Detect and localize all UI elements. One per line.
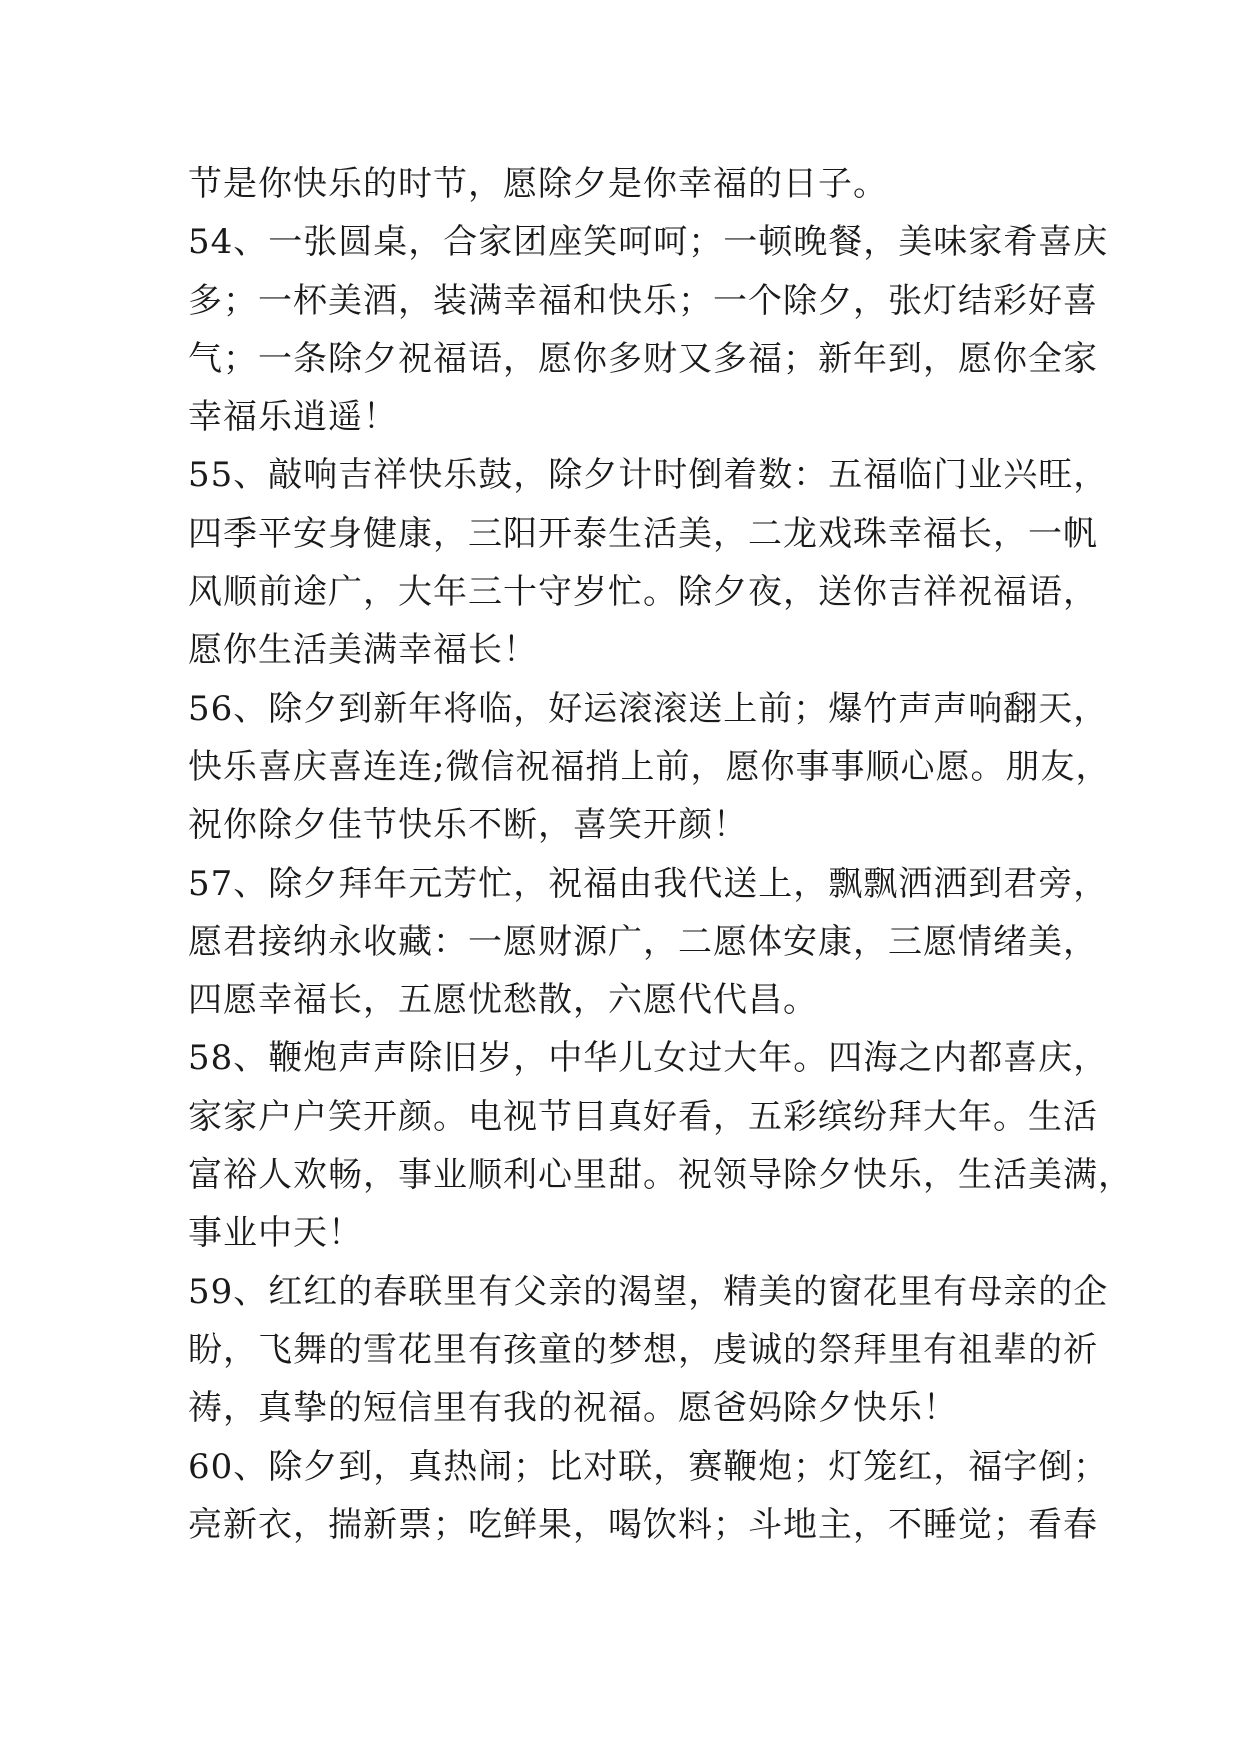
text-line: 祝你除夕佳节快乐不断，喜笑开颜！: [188, 805, 748, 846]
text-line: 59、红红的春联里有父亲的渴望，精美的窗花里有母亲的企: [188, 1271, 1109, 1312]
text-line: 55、敲响吉祥快乐鼓，除夕计时倒着数：五福临门业兴旺，: [188, 455, 1109, 496]
text-line: 亮新衣，揣新票；吃鲜果，喝饮料；斗地主，不睡觉；看春: [188, 1504, 1098, 1545]
text-line: 四愿幸福长，五愿忧愁散，六愿代代昌。: [188, 980, 818, 1021]
text-line: 56、除夕到新年将临，好运滚滚送上前；爆竹声声响翻天，: [188, 688, 1109, 729]
text-line: 愿君接纳永收藏：一愿财源广，二愿体安康，三愿情绪美，: [188, 921, 1098, 962]
text-line: 富裕人欢畅，事业顺利心里甜。祝领导除夕快乐，生活美满，: [188, 1155, 1133, 1196]
text-line: 节是你快乐的时节，愿除夕是你幸福的日子。: [188, 164, 888, 204]
text-line: 54、一张圆桌，合家团座笑呵呵；一顿晚餐，美味家肴喜庆: [188, 222, 1109, 263]
text-line: 57、除夕拜年元芳忙，祝福由我代送上，飘飘洒洒到君旁，: [188, 863, 1109, 904]
text-line: 58、鞭炮声声除旧岁，中华儿女过大年。四海之内都喜庆，: [188, 1038, 1109, 1079]
text-line: 盼，飞舞的雪花里有孩童的梦想，虔诚的祭拜里有祖辈的祈: [188, 1329, 1098, 1370]
text-line: 事业中天！: [188, 1213, 363, 1254]
text-line: 祷，真挚的短信里有我的祝福。愿爸妈除夕快乐！: [188, 1388, 958, 1429]
text-line: 四季平安身健康，三阳开泰生活美，二龙戏珠幸福长，一帆: [188, 513, 1098, 554]
text-line: 多；一杯美酒，装满幸福和快乐；一个除夕，张灯结彩好喜: [188, 280, 1098, 321]
text-line: 家家户户笑开颜。电视节目真好看，五彩缤纷拜大年。生活: [188, 1096, 1098, 1137]
text-line: 风顺前途广，大年三十守岁忙。除夕夜，送你吉祥祝福语，: [188, 572, 1098, 613]
text-line: 愿你生活美满幸福长！: [188, 630, 538, 671]
document-body: [188, 155, 1133, 1554]
text-line: 幸福乐逍遥！: [188, 397, 398, 438]
text-line: 快乐喜庆喜连连;微信祝福捎上前，愿你事事顺心愿。朋友，: [188, 746, 1111, 787]
text-line: 气；一条除夕祝福语，愿你多财又多福；新年到，愿你全家: [188, 338, 1098, 379]
text-line: 60、除夕到，真热闹；比对联，赛鞭炮；灯笼红，福字倒；: [188, 1446, 1109, 1487]
